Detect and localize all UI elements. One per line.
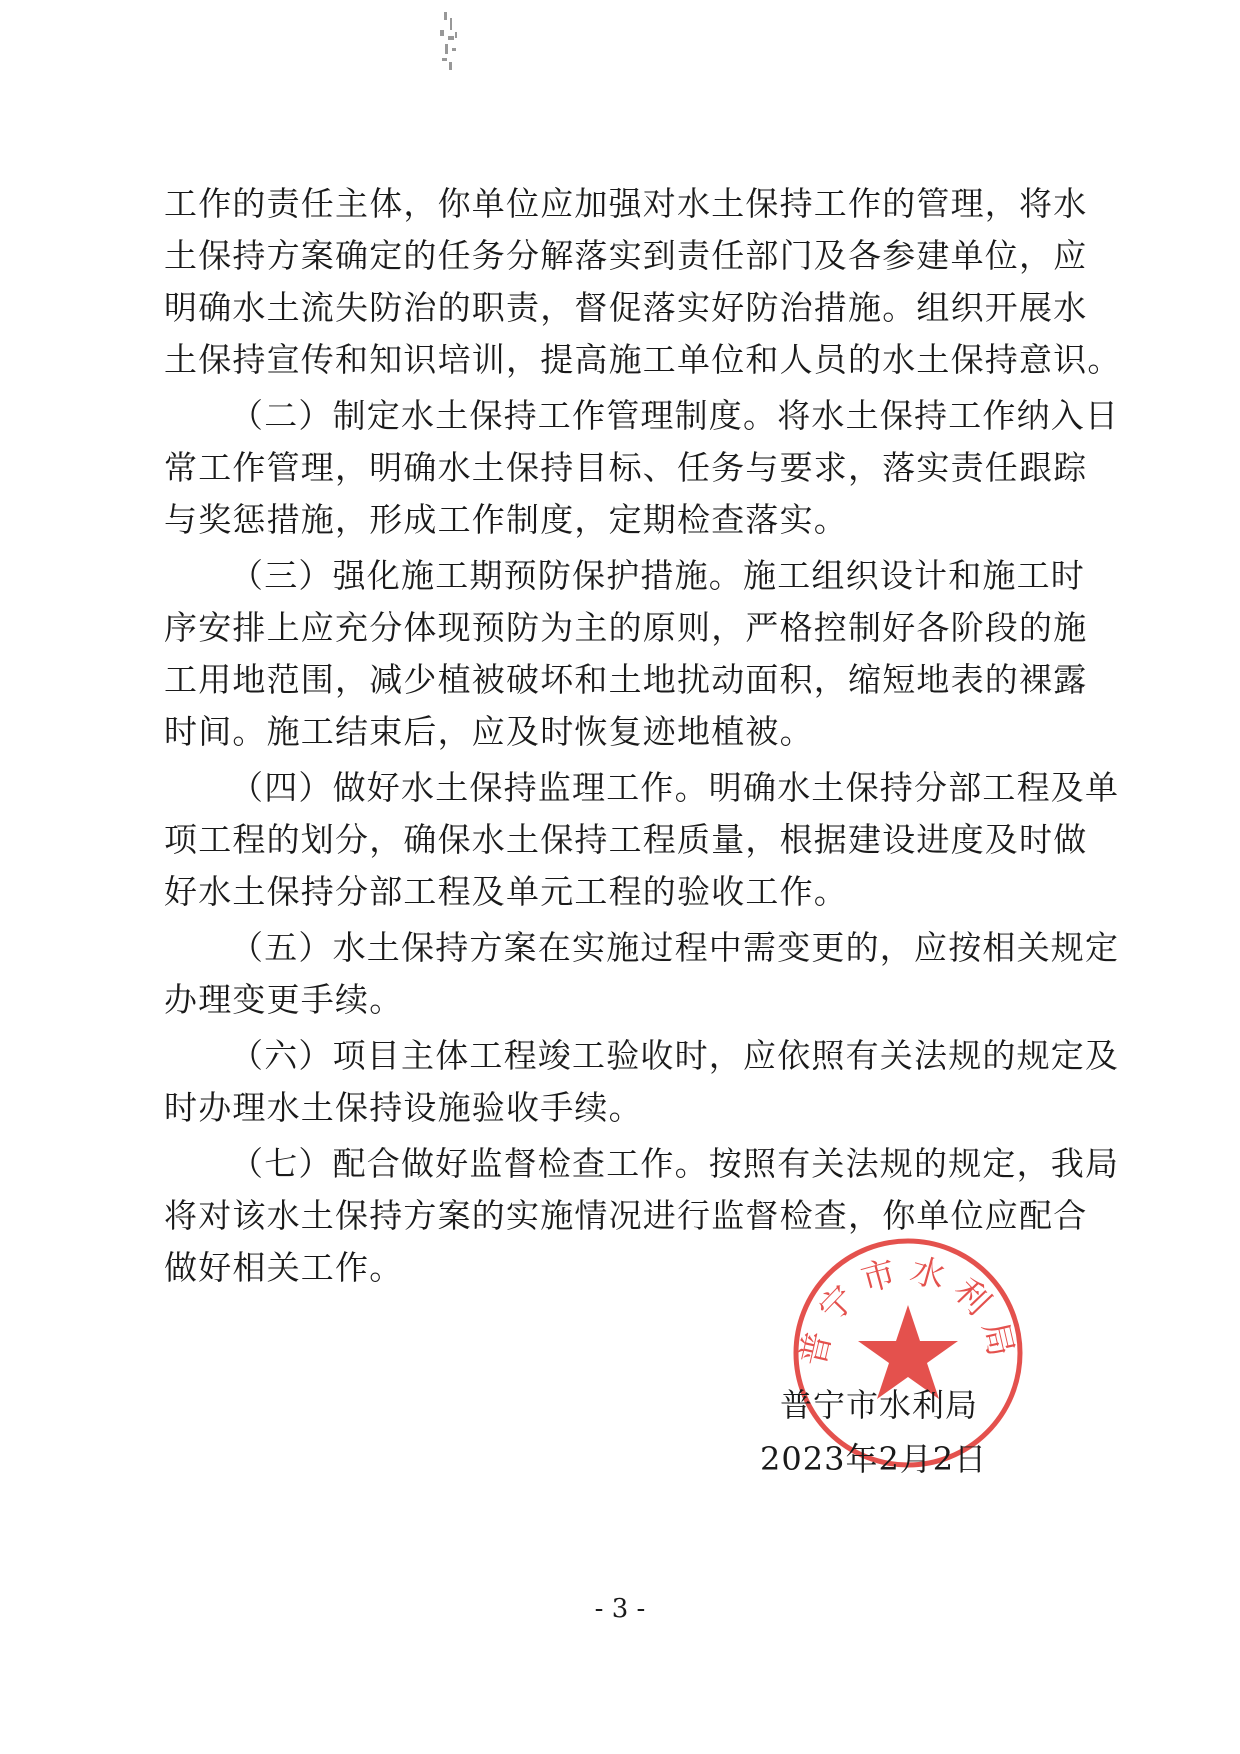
document-body (164, 178, 1122, 1294)
body-line: 时办理水土保持设施验收手续。 (164, 1088, 643, 1127)
body-line: 序安排上应充分体现预防为主的原则，严格控制好各阶段的施 (164, 608, 1088, 647)
body-line: 工作的责任主体，你单位应加强对水土保持工作的管理，将水 (164, 184, 1088, 223)
body-line: （四）做好水土保持监理工作。明确水土保持分部工程及单 (230, 768, 1120, 807)
issue-date: 2023年2月2日 (760, 1440, 988, 1478)
body-line: 土保持方案确定的任务分解落实到责任部门及各参建单位，应 (164, 236, 1088, 275)
scan-artifact (430, 8, 470, 78)
body-line: 将对该水土保持方案的实施情况进行监督检查，你单位应配合 (164, 1196, 1088, 1235)
body-line: 时间。施工结束后，应及时恢复迹地植被。 (164, 712, 814, 751)
body-line: 明确水土流失防治的职责，督促落实好防治措施。组织开展水 (164, 288, 1088, 327)
svg-text:普宁市水利局: 普宁市水利局 (792, 1250, 1024, 1371)
body-line: （七）配合做好监督检查工作。按照有关法规的规定，我局 (230, 1144, 1120, 1183)
body-line: （二）制定水土保持工作管理制度。将水土保持工作纳入日 (230, 396, 1120, 435)
body-line: 做好相关工作。 (164, 1248, 404, 1287)
page-number: - 3 - (594, 1594, 646, 1624)
body-line: 项工程的划分，确保水土保持工程质量，根据建设进度及时做 (164, 820, 1088, 859)
issuer-signature: 普宁市水利局 (780, 1386, 979, 1424)
body-line: （六）项目主体工程竣工验收时，应依照有关法规的规定及 (230, 1036, 1120, 1075)
body-line: （三）强化施工期预防保护措施。施工组织设计和施工时 (230, 556, 1085, 595)
body-line: 工用地范围，减少植被破坏和土地扰动面积，缩短地表的裸露 (164, 660, 1088, 699)
body-line: 土保持宣传和知识培训，提高施工单位和人员的水土保持意识。 (164, 340, 1122, 379)
body-line: 办理变更手续。 (164, 980, 404, 1019)
body-line: 好水土保持分部工程及单元工程的验收工作。 (164, 872, 848, 911)
body-line: （五）水土保持方案在实施过程中需变更的，应按相关规定 (230, 928, 1120, 967)
body-line: 与奖惩措施，形成工作制度，定期检查落实。 (164, 500, 848, 539)
body-line: 常工作管理，明确水土保持目标、任务与要求，落实责任跟踪 (164, 448, 1088, 487)
